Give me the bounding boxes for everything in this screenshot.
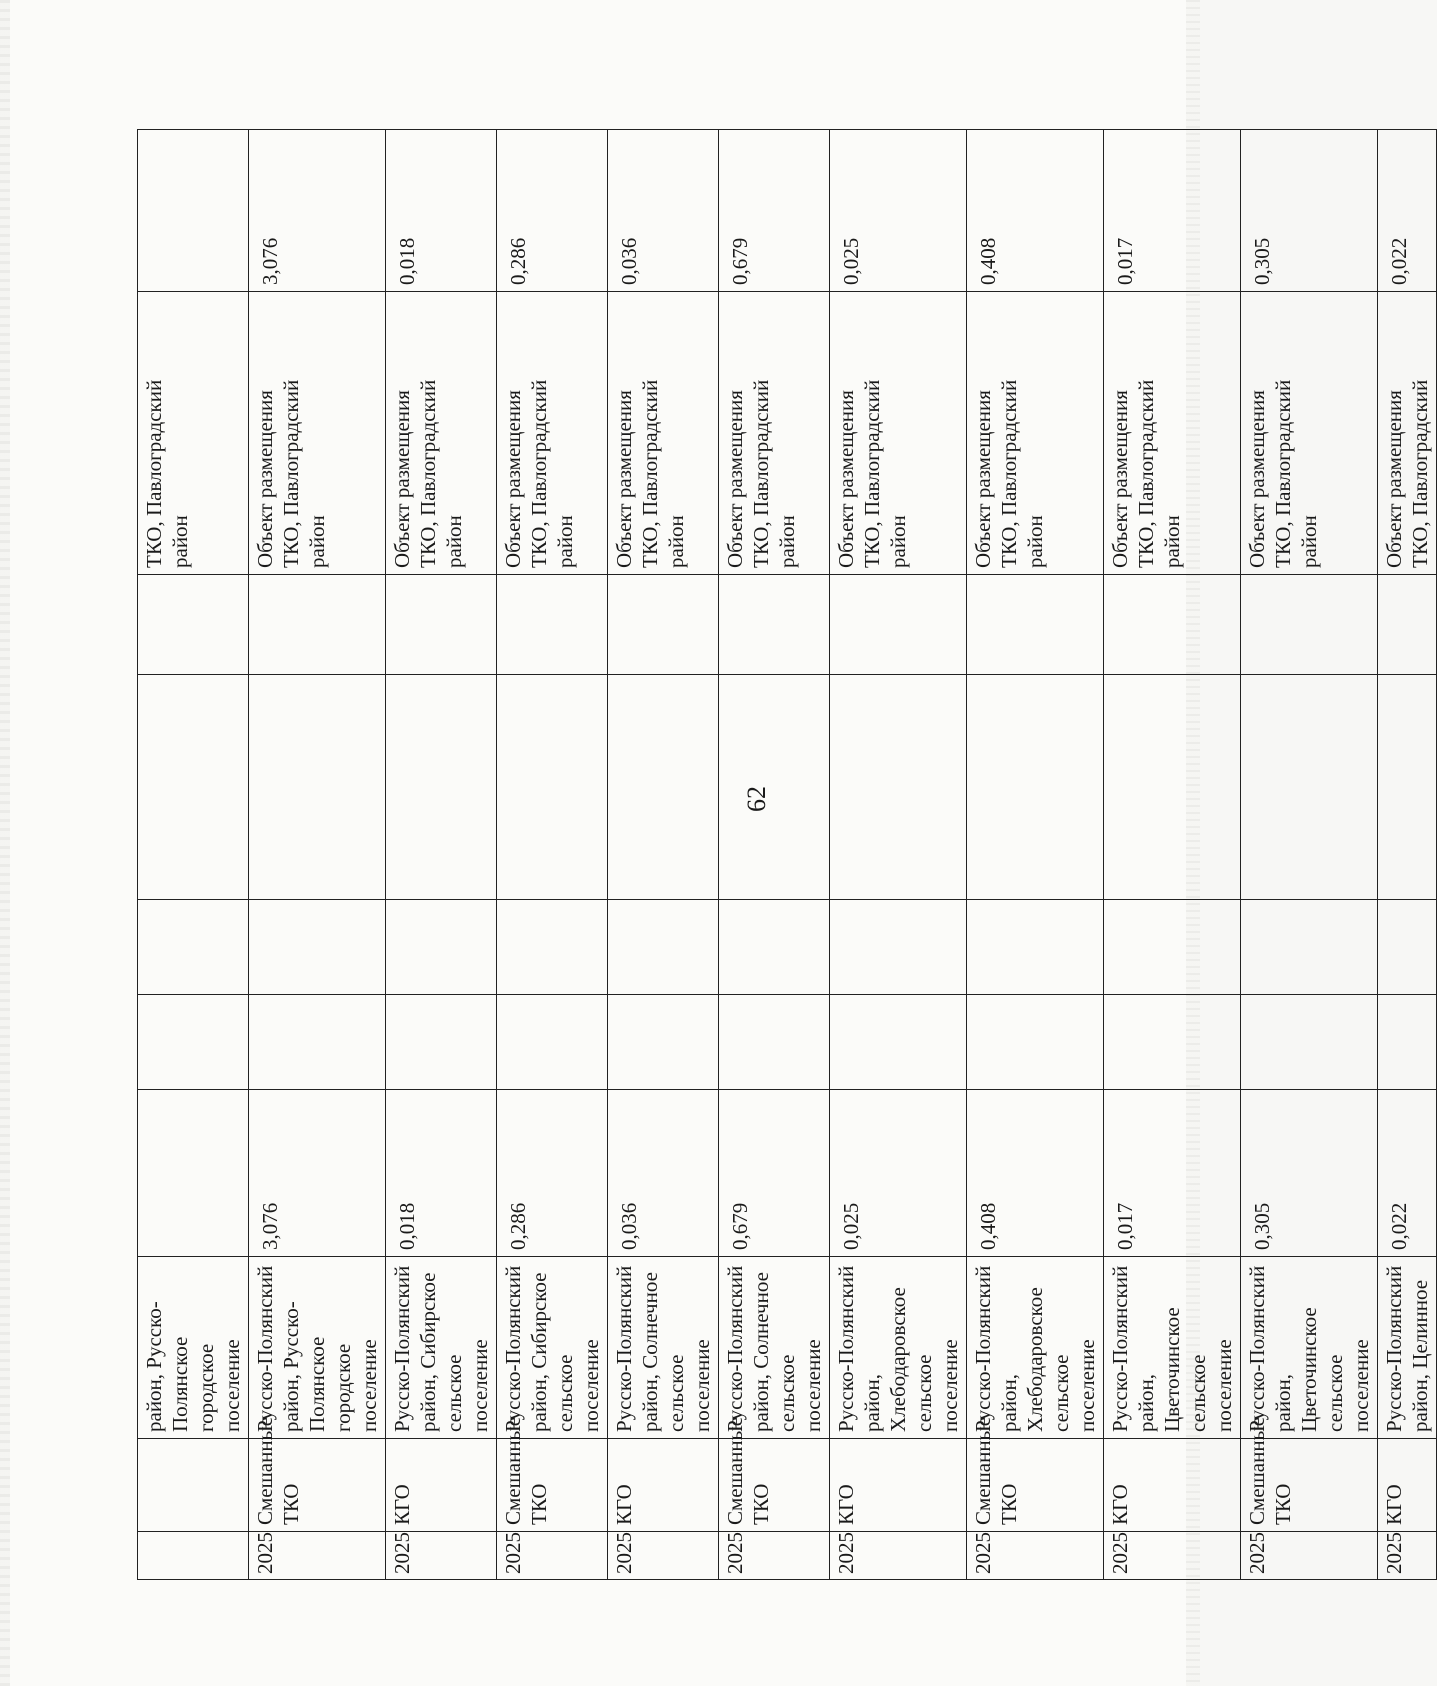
amount-to-facility-text: 0,286 — [506, 237, 530, 285]
year-text: 2025 — [501, 1532, 525, 1574]
amount-text: 0,286 — [506, 1202, 530, 1250]
facility-text: Объект размещения ТКО, Павлоградский район — [834, 379, 910, 568]
facility-cell — [1241, 292, 1378, 575]
empty-cell — [249, 575, 386, 675]
empty-cell — [719, 575, 830, 675]
empty-cell — [830, 900, 967, 995]
amount-text: 0,305 — [1250, 1202, 1274, 1250]
waste-type-cell — [830, 1439, 967, 1532]
amount-cell — [386, 1090, 497, 1257]
amount-to-facility-cell — [1378, 130, 1437, 292]
municipality-cell — [249, 1257, 386, 1439]
amount-text: 0,017 — [1113, 1202, 1137, 1250]
facility-cell — [1378, 292, 1437, 575]
amount-cell — [1104, 1090, 1241, 1257]
facility-cell — [386, 292, 497, 575]
scan-edge-left — [0, 0, 10, 1686]
municipality-text: Русско-Полянский район, Цветочинское сельское поселение — [1245, 1265, 1373, 1432]
municipality-cell — [830, 1257, 967, 1439]
facility-cell — [830, 292, 967, 575]
year-text: 2025 — [971, 1532, 995, 1574]
empty-cell — [1378, 675, 1437, 900]
municipality-cell — [1378, 1257, 1437, 1439]
amount-to-facility-text: 0,305 — [1250, 237, 1274, 285]
amount-to-facility-text: 0,679 — [728, 237, 752, 285]
facility-cell — [608, 292, 719, 575]
facility-text: Объект размещения ТКО, Павлоградский район — [723, 379, 799, 568]
waste-type-text: КГО — [390, 1484, 414, 1525]
amount-cell — [608, 1090, 719, 1257]
facility-text: Объект размещения ТКО, Павлоградский — [1382, 379, 1432, 568]
amount-to-facility-cell — [719, 130, 830, 292]
amount-text: 0,025 — [839, 1202, 863, 1250]
empty-cell — [386, 900, 497, 995]
municipality-cell — [386, 1257, 497, 1439]
empty-cell — [497, 900, 608, 995]
year-text: 2025 — [390, 1532, 414, 1574]
empty-cell — [1241, 995, 1378, 1090]
year-text: 2025 — [253, 1532, 277, 1574]
empty-cell — [608, 575, 719, 675]
facility-cell: ТКО, Павлоградский район — [138, 292, 249, 575]
amount-text: 0,408 — [976, 1202, 1000, 1250]
municipality-cell — [1104, 1257, 1241, 1439]
facility-text: Объект размещения ТКО, Павлоградский район — [501, 379, 577, 568]
rotated-table-frame — [137, 130, 1432, 1580]
facility-cell — [1104, 292, 1241, 575]
amount-cell — [497, 1090, 608, 1257]
empty-cell — [1104, 675, 1241, 900]
waste-type-text: Смешанные ТКО — [501, 1416, 551, 1525]
empty-cell — [497, 995, 608, 1090]
empty-cell — [1104, 575, 1241, 675]
table-row — [719, 130, 830, 1580]
waste-type-cell — [967, 1416, 1104, 1532]
waste-type-text: Смешанные ТКО — [253, 1416, 303, 1525]
amount-text: 0,679 — [728, 1202, 752, 1250]
year-text: 2025 — [1382, 1532, 1406, 1574]
waste-type-cell — [497, 1416, 608, 1532]
table-row — [830, 130, 967, 1580]
empty-cell — [608, 675, 719, 900]
waste-type-cell — [386, 1439, 497, 1532]
amount-text: 0,018 — [395, 1202, 419, 1250]
amount-to-facility-cell — [967, 130, 1104, 292]
page-number: 62 — [742, 786, 771, 812]
municipality-cell — [967, 1257, 1104, 1439]
amount-cell — [967, 1090, 1104, 1257]
table-row — [1378, 130, 1437, 1580]
waste-type-cell — [138, 1439, 249, 1532]
amount-to-facility-cell — [497, 130, 608, 292]
year-cell — [719, 1532, 830, 1580]
amount-to-facility-cell — [608, 130, 719, 292]
amount-to-facility-text: 3,076 — [258, 237, 282, 285]
empty-cell — [249, 900, 386, 995]
facility-text: Объект размещения ТКО, Павлоградский район — [612, 379, 688, 568]
year-cell — [830, 1532, 967, 1580]
empty-cell — [830, 675, 967, 900]
empty-cell — [386, 575, 497, 675]
municipality-text: Русско-Полянский район, Цветочинское сельское поселение — [1108, 1265, 1236, 1432]
amount-cell — [138, 1090, 249, 1257]
amount-to-facility-cell — [386, 130, 497, 292]
year-cell — [1241, 1532, 1378, 1580]
empty-cell — [719, 995, 830, 1090]
amount-cell — [1378, 1090, 1437, 1257]
year-cell — [249, 1532, 386, 1580]
amount-text: 0,036 — [617, 1202, 641, 1250]
empty-cell — [967, 900, 1104, 995]
empty-cell — [608, 900, 719, 995]
year-cell — [138, 1532, 249, 1580]
amount-to-facility-cell — [1241, 130, 1378, 292]
municipality-cell — [497, 1257, 608, 1439]
empty-cell — [830, 995, 967, 1090]
empty-cell — [1378, 995, 1437, 1090]
facility-text: Объект размещения ТКО, Павлоградский район — [390, 379, 466, 568]
facility-text: Объект размещения ТКО, Павлоградский район — [1245, 379, 1321, 568]
empty-cell — [967, 995, 1104, 1090]
amount-text: 3,076 — [258, 1202, 282, 1250]
year-cell — [608, 1532, 719, 1580]
amount-to-facility-text: 0,408 — [976, 237, 1000, 285]
facility-text: Объект размещения ТКО, Павлоградский район — [253, 379, 329, 568]
municipality-text: Русско-Полянский район, Хлебодаровское сельское поселение — [834, 1265, 962, 1432]
waste-flow-table — [137, 129, 1437, 1580]
waste-type-text: КГО — [1108, 1484, 1132, 1525]
table-row — [497, 130, 608, 1580]
year-text: 2025 — [834, 1532, 858, 1574]
waste-type-cell — [1241, 1416, 1378, 1532]
empty-cell — [967, 675, 1104, 900]
empty-cell — [1241, 575, 1378, 675]
municipality-cell — [719, 1257, 830, 1439]
empty-cell — [386, 675, 497, 900]
amount-to-facility-text: 0,017 — [1113, 237, 1137, 285]
table-row — [386, 130, 497, 1580]
empty-cell — [386, 995, 497, 1090]
waste-type-cell — [719, 1416, 830, 1532]
year-cell — [967, 1532, 1104, 1580]
facility-cell — [497, 292, 608, 575]
year-cell — [497, 1532, 608, 1580]
municipality-cell — [608, 1257, 719, 1439]
amount-to-facility-text: 0,018 — [395, 237, 419, 285]
empty-cell — [719, 675, 830, 900]
year-cell — [1378, 1532, 1437, 1580]
waste-type-text: Смешанные ТКО — [723, 1416, 773, 1525]
empty-cell — [497, 675, 608, 900]
amount-to-facility-cell — [138, 130, 249, 292]
amount-to-facility-cell — [249, 130, 386, 292]
table-row — [249, 130, 386, 1580]
year-text: 2025 — [1245, 1532, 1269, 1574]
municipality-text: Русско-Полянский район, Сибирское сельское поселение — [501, 1265, 603, 1432]
empty-cell — [1241, 675, 1378, 900]
empty-cell — [1378, 900, 1437, 995]
waste-type-text: Смешанные ТКО — [971, 1416, 1021, 1525]
table-row — [1241, 130, 1378, 1580]
empty-cell — [497, 575, 608, 675]
amount-cell — [830, 1090, 967, 1257]
waste-type-text: КГО — [1382, 1484, 1406, 1525]
empty-cell — [138, 575, 249, 675]
empty-cell — [138, 900, 249, 995]
table-row — [1104, 130, 1241, 1580]
empty-cell — [967, 575, 1104, 675]
facility-cell — [967, 292, 1104, 575]
year-text: 2025 — [612, 1532, 636, 1574]
waste-type-text: Смешанные ТКО — [1245, 1416, 1295, 1525]
table-row — [967, 130, 1104, 1580]
empty-cell — [249, 675, 386, 900]
amount-cell — [249, 1090, 386, 1257]
municipality-cell: район, Русско- Полянское городское поселение — [138, 1257, 249, 1439]
amount-to-facility-text: 0,022 — [1387, 237, 1411, 285]
amount-text: 0,022 — [1387, 1202, 1411, 1250]
facility-cell — [719, 292, 830, 575]
table-row — [608, 130, 719, 1580]
amount-to-facility-cell — [1104, 130, 1241, 292]
waste-type-cell — [1378, 1439, 1437, 1532]
municipality-text: Русско-Полянский район, Солнечное сельское поселение — [612, 1265, 714, 1432]
waste-type-cell — [1104, 1439, 1241, 1532]
municipality-text: Русско-Полянский район, Хлебодаровское сельское поселение — [971, 1265, 1099, 1432]
year-text: 2025 — [723, 1532, 747, 1574]
amount-to-facility-cell — [830, 130, 967, 292]
empty-cell — [608, 995, 719, 1090]
empty-cell — [138, 995, 249, 1090]
empty-cell — [1378, 575, 1437, 675]
waste-type-cell — [249, 1416, 386, 1532]
empty-cell — [1104, 900, 1241, 995]
municipality-text: Русско-Полянский район, Целинное — [1382, 1265, 1432, 1432]
empty-cell — [1241, 900, 1378, 995]
empty-cell — [1104, 995, 1241, 1090]
facility-text: Объект размещения ТКО, Павлоградский район — [971, 379, 1047, 568]
waste-type-text: КГО — [834, 1484, 858, 1525]
municipality-text: Русско-Полянский район, Солнечное сельское поселение — [723, 1265, 825, 1432]
empty-cell — [249, 995, 386, 1090]
year-text: 2025 — [1108, 1532, 1132, 1574]
waste-type-text: КГО — [612, 1484, 636, 1525]
amount-cell — [719, 1090, 830, 1257]
empty-cell — [719, 900, 830, 995]
municipality-text: Русско-Полянский район, Русско- Полянское городское поселение — [253, 1265, 381, 1432]
facility-text: Объект размещения ТКО, Павлоградский район — [1108, 379, 1184, 568]
year-cell — [1104, 1532, 1241, 1580]
table-row-continued — [138, 130, 249, 1580]
empty-cell — [830, 575, 967, 675]
waste-type-cell — [608, 1439, 719, 1532]
year-cell — [386, 1532, 497, 1580]
municipality-cell — [1241, 1257, 1378, 1439]
municipality-text: Русско-Полянский район, Сибирское сельское поселение — [390, 1265, 492, 1432]
empty-cell — [138, 675, 249, 900]
amount-to-facility-text: 0,036 — [617, 237, 641, 285]
amount-to-facility-text: 0,025 — [839, 237, 863, 285]
facility-cell — [249, 292, 386, 575]
amount-cell — [1241, 1090, 1378, 1257]
